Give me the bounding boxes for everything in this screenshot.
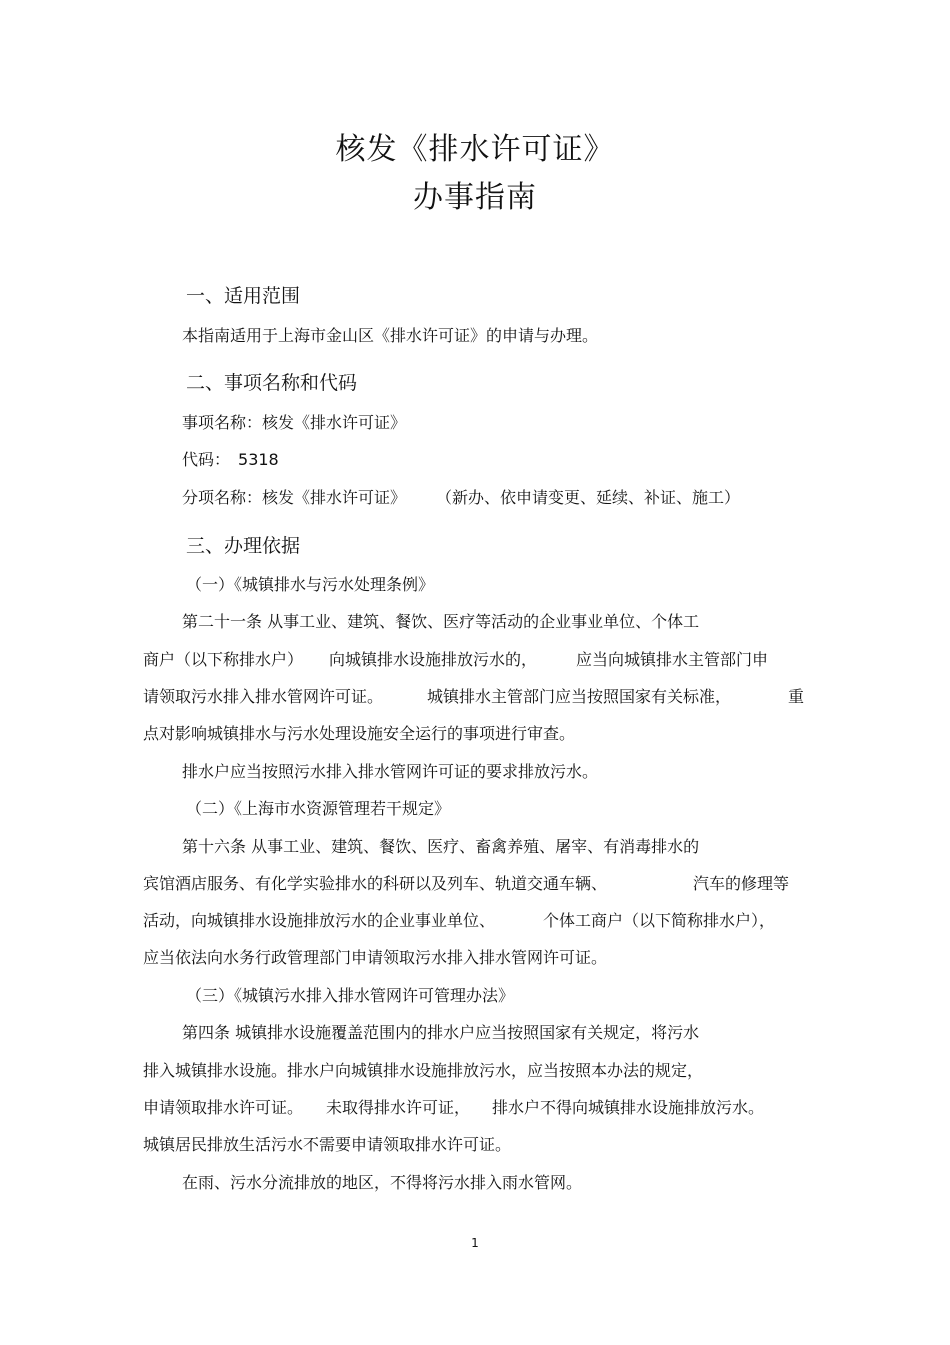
paragraph-scope: 本指南适用于上海市金山区《排水许可证》的申请与办理。 [182,326,599,345]
sub-item-types: （新办、依申请变更、延续、补证、施工） [436,488,741,507]
basis1-line3a: 请领取污水排入排水管网许可证。 [143,687,384,706]
doc-title-line2: 办事指南 [413,180,537,215]
doc-title-line1: 核发《排水许可证》 [335,132,615,167]
sub-item-name: 分项名称：核发《排水许可证》 [182,488,407,507]
basis2-line2b: 汽车的修理等 [693,874,790,893]
basis3-line2: 排入城镇排水设施。排水户向城镇排水设施排放污水，应当按照本办法的规定， [143,1061,704,1080]
item-code-label: 代码： [182,450,231,469]
item-code-line [182,450,279,470]
basis3-title: （三）《城镇污水排入排水管网许可管理办法》 [186,986,515,1005]
page-number: 1 [471,1236,479,1250]
basis1-title: （一）《城镇排水与污水处理条例》 [186,575,435,594]
basis2-line1: 第十六条 从事工业、建筑、餐饮、医疗、畜禽养殖、屠宰、有消毒排水的 [182,837,700,856]
basis1-line3c: 重 [788,687,805,706]
basis3-line4: 城镇居民排放生活污水不需要申请领取排水许可证。 [143,1135,512,1154]
basis1-line2b: 向城镇排水设施排放污水的， [329,650,538,669]
basis2-line2a: 宾馆酒店服务、有化学实验排水的科研以及列车、轨道交通车辆、 [143,874,608,893]
section-heading-basis: 三、办理依据 [186,535,301,557]
section-heading-scope: 一、适用范围 [186,285,301,307]
item-code-value: 5318 [238,450,279,469]
basis1-line5: 排水户应当按照污水排入排水管网许可证的要求排放污水。 [182,762,599,781]
item-name-line: 事项名称：核发《排水许可证》 [182,413,407,432]
basis2-title: （二）《上海市水资源管理若干规定》 [186,799,451,818]
basis2-line4: 应当依法向水务行政管理部门申请领取污水排入排水管网许可证。 [143,948,608,967]
basis3-line3c: 排水户不得向城镇排水设施排放污水。 [492,1098,765,1117]
basis3-line5: 在雨、污水分流排放的地区，不得将污水排入雨水管网。 [182,1173,583,1192]
basis1-line4: 点对影响城镇排水与污水处理设施安全运行的事项进行审查。 [143,724,576,743]
basis1-line1: 第二十一条 从事工业、建筑、餐饮、医疗等活动的企业事业单位、个体工 [182,612,700,631]
basis1-line3b: 城镇排水主管部门应当按照国家有关标准， [427,687,732,706]
basis1-line2c: 应当向城镇排水主管部门申 [576,650,769,669]
basis1-line2a: 商户（以下称排水户） [143,650,304,669]
basis3-line3a: 申请领取排水许可证。 [143,1098,304,1117]
basis2-line3b: 个体工商户（以下简称排水户）， [543,911,776,930]
basis3-line1: 第四条 城镇排水设施覆盖范围内的排水户应当按照国家有关规定，将污水 [182,1023,700,1042]
basis2-line3a: 活动，向城镇排水设施排放污水的企业事业单位、 [143,911,496,930]
section-heading-name-code: 二、事项名称和代码 [186,372,358,394]
basis3-line3b: 未取得排水许可证， [326,1098,471,1117]
